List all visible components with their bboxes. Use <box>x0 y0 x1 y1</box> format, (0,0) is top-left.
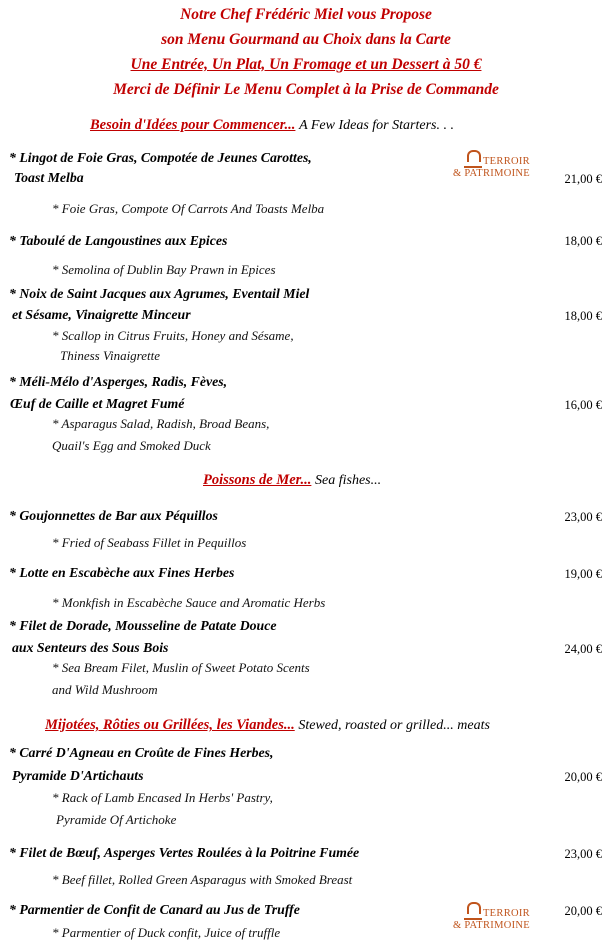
dish-price: 20,00 € <box>564 770 602 784</box>
section-title-en: Stewed, roasted or grilled... meats <box>298 718 490 733</box>
section-title-fish <box>203 472 381 489</box>
dish-name: * Lingot de Foie Gras, Compotée de Jeunes Carottes, <box>9 150 312 165</box>
logo-text-1: TERROIR <box>482 908 530 919</box>
section-title-fr: Poissons de Mer... <box>203 472 312 488</box>
dish-translation: * Beef fillet, Rolled Green Asparagus with Smoked Breast <box>52 872 353 887</box>
dish-price: 16,00 € <box>564 398 602 412</box>
section-title-fr: Mijotées, Rôties ou Grillées, les Viandes... <box>45 717 295 733</box>
dish-price: 24,00 € <box>564 642 602 656</box>
dish-price: 19,00 € <box>564 567 602 581</box>
dish-name: et Sésame, Vinaigrette Minceur <box>12 307 191 322</box>
dish-name: Œuf de Caille et Magret Fumé <box>10 396 185 411</box>
dish-translation: Thiness Vinaigrette <box>60 348 161 363</box>
section-title-fr: Besoin d'Idées pour Commencer... <box>90 117 296 133</box>
dish-translation: * Parmentier of Duck confit, Juice of truffle <box>52 925 281 940</box>
header-line-2: son Menu Gourmand au Choix dans la Carte <box>161 31 451 48</box>
dish-name: * Carré D'Agneau en Croûte de Fines Herbes, <box>9 745 274 760</box>
dish-name: * Méli-Mélo d'Asperges, Radis, Fèves, <box>9 374 228 389</box>
dish-name: Toast Melba <box>14 170 84 185</box>
dish-price: 23,00 € <box>564 847 602 861</box>
dish-name: * Goujonnettes de Bar aux Péquillos <box>9 508 218 523</box>
dish-name: Pyramide D'Artichauts <box>12 768 144 783</box>
dish-name: * Parmentier de Confit de Canard au Jus de Truffe <box>9 902 300 917</box>
dish-translation: * Rack of Lamb Encased In Herbs' Pastry, <box>52 790 273 805</box>
dish-translation: * Fried of Seabass Fillet in Pequillos <box>52 535 247 550</box>
dish-price: 18,00 € <box>564 309 602 323</box>
dish-name: aux Senteurs des Sous Bois <box>12 640 169 655</box>
dish-translation: * Sea Bream Filet, Muslin of Sweet Potato Scents <box>52 660 310 675</box>
dish-price: 23,00 € <box>564 510 602 524</box>
dish-price: 20,00 € <box>564 904 602 918</box>
section-title-starters <box>90 117 454 134</box>
dish-translation: Pyramide Of Artichoke <box>56 812 177 827</box>
dish-price: 18,00 € <box>564 234 602 248</box>
logo-text-2: & PATRIMOINE <box>452 920 530 931</box>
logo-text-1: TERROIR <box>482 156 530 167</box>
dish-name: * Noix de Saint Jacques aux Agrumes, Eventail Miel <box>9 286 310 301</box>
header-line-4: Merci de Définir Le Menu Complet à la Prise de Commande <box>113 81 499 98</box>
section-title-meats <box>45 717 490 734</box>
header-line-1: Notre Chef Frédéric Miel vous Propose <box>180 6 432 23</box>
dish-translation: * Monkfish in Escabèche Sauce and Aromatic Herbs <box>52 595 326 610</box>
dish-translation: * Foie Gras, Compote Of Carrots And Toasts Melba <box>52 201 325 216</box>
terroir-house-icon <box>464 150 482 168</box>
dish-translation: Quail's Egg and Smoked Duck <box>52 438 211 453</box>
dish-name: * Lotte en Escabèche aux Fines Herbes <box>9 565 235 580</box>
terroir-house-icon <box>464 902 482 920</box>
terroir-patrimoine-logo <box>452 144 530 184</box>
dish-translation: * Asparagus Salad, Radish, Broad Beans, <box>52 416 270 431</box>
dish-translation: * Scallop in Citrus Fruits, Honey and Sésame, <box>52 328 294 343</box>
header-line-3: Une Entrée, Un Plat, Un Fromage et un Dessert à 50 € <box>130 56 482 73</box>
dish-name: * Filet de Dorade, Mousseline de Patate Douce <box>9 618 277 633</box>
dish-price: 21,00 € <box>564 172 602 186</box>
dish-translation: * Semolina of Dublin Bay Prawn in Epices <box>52 262 276 277</box>
dish-translation: and Wild Mushroom <box>52 682 158 697</box>
terroir-patrimoine-logo <box>452 896 530 936</box>
section-title-en: A Few Ideas for Starters. . . <box>299 118 454 133</box>
section-title-en: Sea fishes... <box>315 473 382 488</box>
logo-text-2: & PATRIMOINE <box>452 168 530 179</box>
dish-name: * Taboulé de Langoustines aux Epices <box>9 233 228 248</box>
dish-name: * Filet de Bœuf, Asperges Vertes Roulées à la Poitrine Fumée <box>9 845 360 860</box>
